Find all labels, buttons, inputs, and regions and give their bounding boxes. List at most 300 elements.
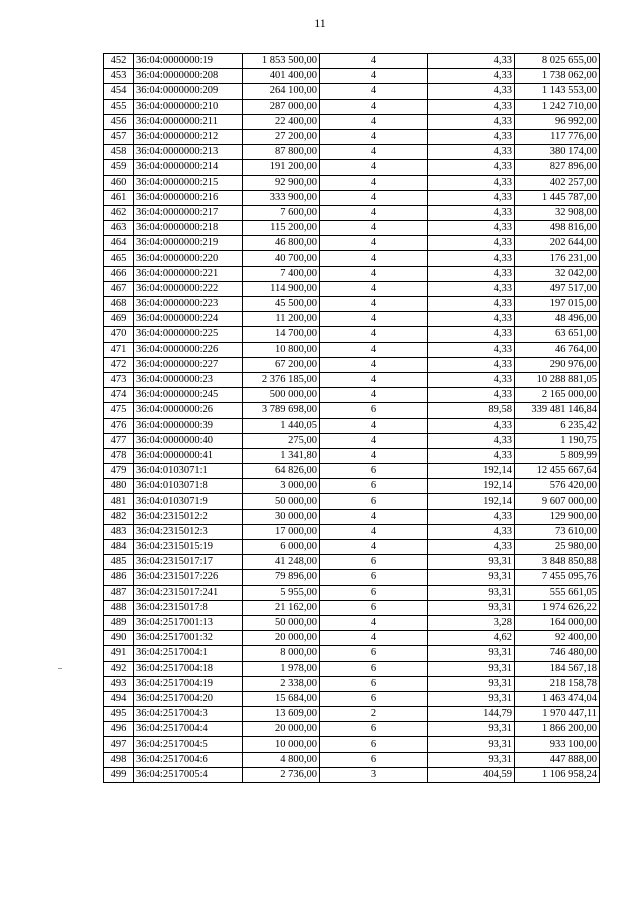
category-cell: 6 <box>320 600 428 615</box>
category-cell: 4 <box>320 357 428 372</box>
area-cell: 2 736,00 <box>243 767 320 782</box>
row-number: 470 <box>104 327 134 342</box>
rate-cell: 4,33 <box>428 129 515 144</box>
rate-cell: 4,33 <box>428 281 515 296</box>
rate-cell: 93,31 <box>428 752 515 767</box>
cadastral-number: 36:04:2517005:4 <box>134 767 243 782</box>
cadastral-number: 36:04:0000000:224 <box>134 312 243 327</box>
table-row <box>104 570 600 585</box>
cadastral-number: 36:04:0000000:39 <box>134 418 243 433</box>
table-row <box>104 190 600 205</box>
category-cell: 6 <box>320 661 428 676</box>
row-number: 487 <box>104 585 134 600</box>
area-cell: 10 000,00 <box>243 737 320 752</box>
category-cell: 4 <box>320 236 428 251</box>
cadastral-number: 36:04:2517001:13 <box>134 615 243 630</box>
table-row <box>104 676 600 691</box>
table-row <box>104 691 600 706</box>
table-row <box>104 767 600 782</box>
cadastral-number: 36:04:2315017:17 <box>134 555 243 570</box>
category-cell: 6 <box>320 752 428 767</box>
category-cell: 4 <box>320 175 428 190</box>
cadastral-number: 36:04:0000000:41 <box>134 448 243 463</box>
area-cell: 22 400,00 <box>243 114 320 129</box>
category-cell: 6 <box>320 585 428 600</box>
table-row <box>104 403 600 418</box>
row-number: 481 <box>104 494 134 509</box>
row-number: 490 <box>104 631 134 646</box>
value-cell: 447 888,00 <box>515 752 600 767</box>
category-cell: 4 <box>320 54 428 69</box>
table-row <box>104 175 600 190</box>
rate-cell: 93,31 <box>428 691 515 706</box>
category-cell: 4 <box>320 266 428 281</box>
value-cell: 92 400,00 <box>515 631 600 646</box>
value-cell: 827 896,00 <box>515 160 600 175</box>
table-row <box>104 555 600 570</box>
value-cell: 1 738 062,00 <box>515 69 600 84</box>
value-cell: 1 106 958,24 <box>515 767 600 782</box>
value-cell: 746 480,00 <box>515 646 600 661</box>
value-cell: 1 974 626,22 <box>515 600 600 615</box>
cadastral-number: 36:04:2315012:3 <box>134 524 243 539</box>
category-cell: 6 <box>320 464 428 479</box>
cadastral-number: 36:04:0000000:211 <box>134 114 243 129</box>
rate-cell: 4,33 <box>428 205 515 220</box>
row-number: 461 <box>104 190 134 205</box>
cadastral-number: 36:04:2517004:3 <box>134 707 243 722</box>
cadastral-number: 36:04:2315015:19 <box>134 540 243 555</box>
value-cell: 6 235,42 <box>515 418 600 433</box>
row-number: 485 <box>104 555 134 570</box>
rate-cell: 93,31 <box>428 722 515 737</box>
rate-cell: 4,33 <box>428 357 515 372</box>
value-cell: 46 764,00 <box>515 342 600 357</box>
value-cell: 176 231,00 <box>515 251 600 266</box>
category-cell: 4 <box>320 129 428 144</box>
category-cell: 4 <box>320 281 428 296</box>
table-row <box>104 221 600 236</box>
cadastral-number: 36:04:0000000:214 <box>134 160 243 175</box>
area-cell: 30 000,00 <box>243 509 320 524</box>
table-row <box>104 707 600 722</box>
table-row <box>104 205 600 220</box>
area-cell: 87 800,00 <box>243 145 320 160</box>
area-cell: 333 900,00 <box>243 190 320 205</box>
table-row <box>104 646 600 661</box>
table-row <box>104 129 600 144</box>
cadastral-number: 36:04:0000000:223 <box>134 297 243 312</box>
rate-cell: 89,58 <box>428 403 515 418</box>
row-number: 497 <box>104 737 134 752</box>
rate-cell: 4,33 <box>428 54 515 69</box>
cadastral-number: 36:04:0000000:219 <box>134 236 243 251</box>
cadastral-number: 36:04:0000000:220 <box>134 251 243 266</box>
table-row <box>104 99 600 114</box>
value-cell: 576 420,00 <box>515 479 600 494</box>
cadastral-number: 36:04:0000000:23 <box>134 372 243 387</box>
row-number: 475 <box>104 403 134 418</box>
row-number: 463 <box>104 221 134 236</box>
cadastral-number: 36:04:0000000:208 <box>134 69 243 84</box>
value-cell: 96 992,00 <box>515 114 600 129</box>
row-number: 474 <box>104 388 134 403</box>
cadastral-value-table <box>103 53 600 783</box>
area-cell: 7 400,00 <box>243 266 320 281</box>
row-number: 494 <box>104 691 134 706</box>
rate-cell: 4,33 <box>428 524 515 539</box>
row-number: 479 <box>104 464 134 479</box>
table-row <box>104 160 600 175</box>
category-cell: 6 <box>320 722 428 737</box>
rate-cell: 4,33 <box>428 342 515 357</box>
area-cell: 4 800,00 <box>243 752 320 767</box>
row-number: 471 <box>104 342 134 357</box>
rate-cell: 192,14 <box>428 479 515 494</box>
value-cell: 25 980,00 <box>515 540 600 555</box>
cadastral-number: 36:04:2517001:32 <box>134 631 243 646</box>
table-row <box>104 540 600 555</box>
row-number: 473 <box>104 372 134 387</box>
category-cell: 6 <box>320 494 428 509</box>
value-cell: 402 257,00 <box>515 175 600 190</box>
table-row <box>104 372 600 387</box>
value-cell: 117 776,00 <box>515 129 600 144</box>
rate-cell: 4,33 <box>428 448 515 463</box>
table-row <box>104 464 600 479</box>
rate-cell: 4,33 <box>428 160 515 175</box>
table-row <box>104 418 600 433</box>
cadastral-number: 36:04:0000000:213 <box>134 145 243 160</box>
row-number: 467 <box>104 281 134 296</box>
row-number: 460 <box>104 175 134 190</box>
category-cell: 4 <box>320 631 428 646</box>
cadastral-number: 36:04:2517004:5 <box>134 737 243 752</box>
area-cell: 114 900,00 <box>243 281 320 296</box>
cadastral-number: 36:04:0000000:212 <box>134 129 243 144</box>
area-cell: 1 978,00 <box>243 661 320 676</box>
rate-cell: 4,33 <box>428 372 515 387</box>
value-cell: 32 908,00 <box>515 205 600 220</box>
category-cell: 6 <box>320 403 428 418</box>
value-cell: 339 481 146,84 <box>515 403 600 418</box>
table-row <box>104 524 600 539</box>
category-cell: 4 <box>320 524 428 539</box>
area-cell: 79 896,00 <box>243 570 320 585</box>
area-cell: 5 955,00 <box>243 585 320 600</box>
rate-cell: 93,31 <box>428 676 515 691</box>
value-cell: 8 025 655,00 <box>515 54 600 69</box>
table-row <box>104 737 600 752</box>
rate-cell: 4,33 <box>428 266 515 281</box>
value-cell: 202 644,00 <box>515 236 600 251</box>
table-row <box>104 236 600 251</box>
category-cell: 6 <box>320 691 428 706</box>
category-cell: 4 <box>320 418 428 433</box>
category-cell: 4 <box>320 327 428 342</box>
area-cell: 3 789 698,00 <box>243 403 320 418</box>
row-number: 452 <box>104 54 134 69</box>
value-cell: 218 158,78 <box>515 676 600 691</box>
row-number: 462 <box>104 205 134 220</box>
value-cell: 1 242 710,00 <box>515 99 600 114</box>
row-number: 477 <box>104 433 134 448</box>
rate-cell: 4,33 <box>428 540 515 555</box>
area-cell: 3 000,00 <box>243 479 320 494</box>
category-cell: 4 <box>320 251 428 266</box>
row-number: 492 <box>104 661 134 676</box>
row-number: 466 <box>104 266 134 281</box>
table-row <box>104 631 600 646</box>
category-cell: 6 <box>320 479 428 494</box>
rate-cell: 4,33 <box>428 297 515 312</box>
area-cell: 8 000,00 <box>243 646 320 661</box>
value-cell: 2 165 000,00 <box>515 388 600 403</box>
area-cell: 500 000,00 <box>243 388 320 403</box>
area-cell: 115 200,00 <box>243 221 320 236</box>
category-cell: 4 <box>320 145 428 160</box>
table-row <box>104 585 600 600</box>
value-cell: 1 190,75 <box>515 433 600 448</box>
row-number: 495 <box>104 707 134 722</box>
rate-cell: 4,33 <box>428 327 515 342</box>
rate-cell: 4,33 <box>428 312 515 327</box>
rate-cell: 4,33 <box>428 388 515 403</box>
rate-cell: 4,33 <box>428 99 515 114</box>
value-cell: 164 000,00 <box>515 615 600 630</box>
rate-cell: 4,33 <box>428 236 515 251</box>
value-cell: 497 517,00 <box>515 281 600 296</box>
row-number: 483 <box>104 524 134 539</box>
cadastral-number: 36:04:0000000:210 <box>134 99 243 114</box>
rate-cell: 4,33 <box>428 190 515 205</box>
rate-cell: 4,33 <box>428 175 515 190</box>
table-row <box>104 357 600 372</box>
category-cell: 4 <box>320 114 428 129</box>
area-cell: 264 100,00 <box>243 84 320 99</box>
area-cell: 6 000,00 <box>243 540 320 555</box>
value-cell: 73 610,00 <box>515 524 600 539</box>
table-row <box>104 312 600 327</box>
category-cell: 4 <box>320 342 428 357</box>
cadastral-number: 36:04:0000000:26 <box>134 403 243 418</box>
table-row <box>104 479 600 494</box>
category-cell: 6 <box>320 676 428 691</box>
value-cell: 63 651,00 <box>515 327 600 342</box>
value-cell: 197 015,00 <box>515 297 600 312</box>
table-row <box>104 661 600 676</box>
margin-mark <box>58 668 62 669</box>
area-cell: 1 440,05 <box>243 418 320 433</box>
rate-cell: 93,31 <box>428 600 515 615</box>
cadastral-number: 36:04:0000000:216 <box>134 190 243 205</box>
area-cell: 27 200,00 <box>243 129 320 144</box>
row-number: 496 <box>104 722 134 737</box>
cadastral-number: 36:04:2315017:241 <box>134 585 243 600</box>
row-number: 499 <box>104 767 134 782</box>
area-cell: 46 800,00 <box>243 236 320 251</box>
row-number: 486 <box>104 570 134 585</box>
area-cell: 14 700,00 <box>243 327 320 342</box>
cadastral-number: 36:04:0000000:215 <box>134 175 243 190</box>
category-cell: 4 <box>320 205 428 220</box>
value-cell: 380 174,00 <box>515 145 600 160</box>
row-number: 455 <box>104 99 134 114</box>
row-number: 456 <box>104 114 134 129</box>
row-number: 480 <box>104 479 134 494</box>
value-cell: 1 866 200,00 <box>515 722 600 737</box>
table-row <box>104 615 600 630</box>
table-row <box>104 54 600 69</box>
cadastral-number: 36:04:0000000:19 <box>134 54 243 69</box>
table-row <box>104 327 600 342</box>
table-row <box>104 752 600 767</box>
cadastral-number: 36:04:0000000:218 <box>134 221 243 236</box>
cadastral-number: 36:04:0000000:225 <box>134 327 243 342</box>
row-number: 457 <box>104 129 134 144</box>
cadastral-number: 36:04:2517004:1 <box>134 646 243 661</box>
cadastral-number: 36:04:0000000:217 <box>134 205 243 220</box>
category-cell: 4 <box>320 433 428 448</box>
cadastral-number: 36:04:2517004:4 <box>134 722 243 737</box>
category-cell: 4 <box>320 69 428 84</box>
table-row <box>104 145 600 160</box>
rate-cell: 4,33 <box>428 418 515 433</box>
rate-cell: 4,33 <box>428 69 515 84</box>
row-number: 453 <box>104 69 134 84</box>
cadastral-number: 36:04:0000000:221 <box>134 266 243 281</box>
category-cell: 4 <box>320 297 428 312</box>
area-cell: 41 248,00 <box>243 555 320 570</box>
row-number: 465 <box>104 251 134 266</box>
cadastral-number: 36:04:0103071:8 <box>134 479 243 494</box>
area-cell: 67 200,00 <box>243 357 320 372</box>
category-cell: 6 <box>320 570 428 585</box>
cadastral-number: 36:04:0000000:226 <box>134 342 243 357</box>
value-cell: 290 976,00 <box>515 357 600 372</box>
table-row <box>104 266 600 281</box>
row-number: 458 <box>104 145 134 160</box>
table-row <box>104 84 600 99</box>
area-cell: 50 000,00 <box>243 615 320 630</box>
cadastral-number: 36:04:0000000:227 <box>134 357 243 372</box>
cadastral-number: 36:04:0000000:209 <box>134 84 243 99</box>
category-cell: 4 <box>320 84 428 99</box>
table-row <box>104 494 600 509</box>
row-number: 459 <box>104 160 134 175</box>
cadastral-number: 36:04:2315017:226 <box>134 570 243 585</box>
rate-cell: 4,33 <box>428 251 515 266</box>
value-cell: 12 455 667,64 <box>515 464 600 479</box>
area-cell: 287 000,00 <box>243 99 320 114</box>
table-row <box>104 69 600 84</box>
rate-cell: 4,62 <box>428 631 515 646</box>
row-number: 472 <box>104 357 134 372</box>
category-cell: 2 <box>320 707 428 722</box>
category-cell: 4 <box>320 615 428 630</box>
category-cell: 4 <box>320 221 428 236</box>
rate-cell: 4,33 <box>428 114 515 129</box>
table-row <box>104 433 600 448</box>
area-cell: 13 609,00 <box>243 707 320 722</box>
table-row <box>104 251 600 266</box>
value-cell: 498 816,00 <box>515 221 600 236</box>
row-number: 484 <box>104 540 134 555</box>
value-cell: 3 848 850,88 <box>515 555 600 570</box>
category-cell: 6 <box>320 555 428 570</box>
table-row <box>104 388 600 403</box>
category-cell: 4 <box>320 372 428 387</box>
area-cell: 2 338,00 <box>243 676 320 691</box>
row-number: 489 <box>104 615 134 630</box>
cadastral-number: 36:04:2517004:20 <box>134 691 243 706</box>
cadastral-number: 36:04:2517004:6 <box>134 752 243 767</box>
category-cell: 4 <box>320 388 428 403</box>
cadastral-number: 36:04:2517004:18 <box>134 661 243 676</box>
area-cell: 17 000,00 <box>243 524 320 539</box>
cadastral-number: 36:04:2315012:2 <box>134 509 243 524</box>
row-number: 469 <box>104 312 134 327</box>
area-cell: 191 200,00 <box>243 160 320 175</box>
category-cell: 4 <box>320 190 428 205</box>
category-cell: 4 <box>320 509 428 524</box>
value-cell: 7 455 095,76 <box>515 570 600 585</box>
value-cell: 1 463 474,04 <box>515 691 600 706</box>
value-cell: 555 661,05 <box>515 585 600 600</box>
row-number: 476 <box>104 418 134 433</box>
row-number: 468 <box>104 297 134 312</box>
rate-cell: 93,31 <box>428 555 515 570</box>
area-cell: 50 000,00 <box>243 494 320 509</box>
table-body <box>104 54 600 783</box>
value-cell: 184 567,18 <box>515 661 600 676</box>
table-row <box>104 342 600 357</box>
area-cell: 1 853 500,00 <box>243 54 320 69</box>
rate-cell: 192,14 <box>428 494 515 509</box>
table-row <box>104 114 600 129</box>
rate-cell: 4,33 <box>428 509 515 524</box>
table-row <box>104 297 600 312</box>
cadastral-number: 36:04:2315017:8 <box>134 600 243 615</box>
value-cell: 129 900,00 <box>515 509 600 524</box>
area-cell: 2 376 185,00 <box>243 372 320 387</box>
row-number: 478 <box>104 448 134 463</box>
row-number: 464 <box>104 236 134 251</box>
table-row <box>104 600 600 615</box>
category-cell: 4 <box>320 540 428 555</box>
area-cell: 20 000,00 <box>243 631 320 646</box>
value-cell: 933 100,00 <box>515 737 600 752</box>
value-cell: 9 607 000,00 <box>515 494 600 509</box>
rate-cell: 4,33 <box>428 221 515 236</box>
area-cell: 7 600,00 <box>243 205 320 220</box>
category-cell: 4 <box>320 448 428 463</box>
area-cell: 40 700,00 <box>243 251 320 266</box>
rate-cell: 192,14 <box>428 464 515 479</box>
rate-cell: 4,33 <box>428 433 515 448</box>
area-cell: 401 400,00 <box>243 69 320 84</box>
table-row <box>104 281 600 296</box>
table-row <box>104 722 600 737</box>
row-number: 493 <box>104 676 134 691</box>
value-cell: 32 042,00 <box>515 266 600 281</box>
category-cell: 4 <box>320 312 428 327</box>
cadastral-number: 36:04:0000000:222 <box>134 281 243 296</box>
cadastral-number: 36:04:0103071:1 <box>134 464 243 479</box>
value-cell: 10 288 881,05 <box>515 372 600 387</box>
value-cell: 48 496,00 <box>515 312 600 327</box>
table-row <box>104 509 600 524</box>
